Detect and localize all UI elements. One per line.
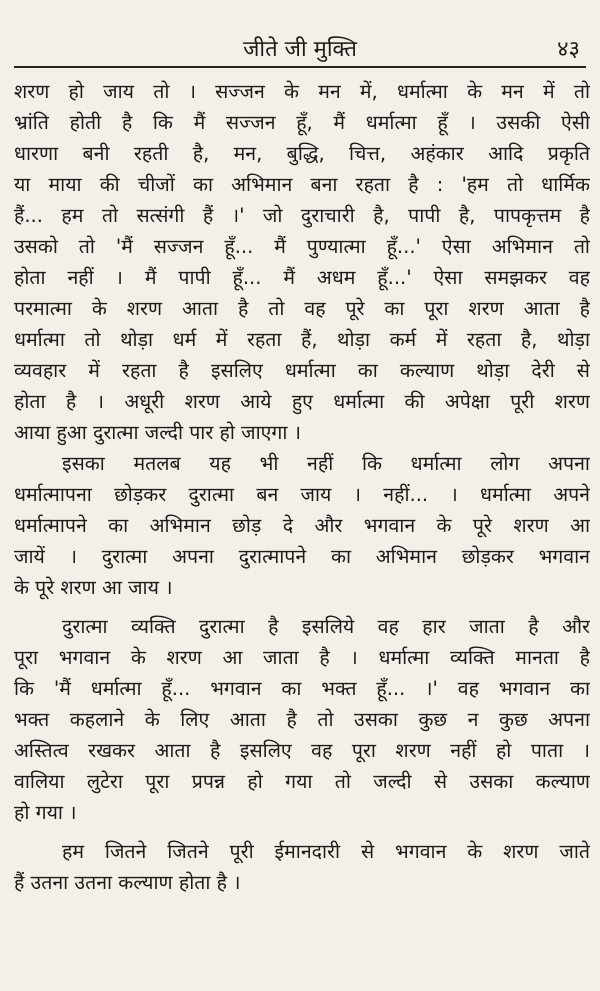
paragraph-4	[14, 836, 590, 898]
text-line: होता नहीं । मैं पापी हूँ... मैं अधम हूँ...' ऐसा समझकर वह	[14, 266, 590, 289]
page-number: ४३	[557, 37, 580, 62]
text-line: इसका मतलब यह भी नहीं कि धर्मात्मा लोग अपना	[62, 452, 590, 475]
text-line: हम जितने जितने पूरी ईमानदारी से भगवान के शरण जाते	[62, 840, 590, 863]
text-line: या माया की चीजों का अभिमान बना रहता है : 'हम तो धार्मिक	[14, 173, 590, 196]
text-line: हो गया ।	[14, 801, 77, 824]
text-line: धारणा बनी रहती है, मन, बुद्धि, चित्त, अहंकार आदि प्रकृति	[14, 142, 590, 165]
text-line: वालिया लुटेरा पूरा प्रपन्न हो गया तो जल्दी से उसका कल्याण	[14, 770, 590, 793]
text-line: भक्त कहलाने के लिए आता है तो उसका कुछ न कुछ अपना	[14, 708, 590, 731]
text-line: परमात्मा के शरण आता है तो वह पूरे का पूरा शरण आता है	[14, 297, 590, 320]
text-line: पूरा भगवान के शरण आ जाता है । धर्मात्मा व्यक्ति मानता है	[14, 646, 590, 669]
header-rule	[14, 66, 586, 68]
text-line: भ्रांति होती है कि मैं सज्जन हूँ, मैं धर्मात्मा हूँ । उसकी ऐसी	[14, 111, 590, 134]
text-line: दुरात्मा व्यक्ति दुरात्मा है इसलिये वह हार जाता है और	[62, 615, 590, 638]
paragraph-gap	[14, 603, 590, 611]
text-line: व्यवहार में रहता है इसलिए धर्मात्मा का कल्याण थोड़ा देरी से	[14, 359, 590, 382]
paragraph-3	[14, 611, 590, 828]
text-line: शरण हो जाय तो । सज्जन के मन में, धर्मात्मा के मन में तो	[14, 80, 590, 103]
body-text	[14, 76, 590, 898]
text-line: होता है । अधूरी शरण आये हुए धर्मात्मा की अपेक्षा पूरी शरण	[14, 390, 590, 413]
text-line: धर्मात्मा तो थोड़ा धर्म में रहता हैं, थोड़ा कर्म में रहता है, थोड़ा	[14, 328, 590, 351]
text-line: हैं उतना उतना कल्याण होता है ।	[14, 871, 241, 894]
text-line: अस्तित्व रखकर आता है इसलिए वह पूरा शरण नहीं हो पाता ।	[14, 739, 590, 762]
text-line: धर्मात्मापना छोड़कर दुरात्मा बन जाय । नहीं... । धर्मात्मा अपने	[14, 483, 590, 506]
paragraph-gap	[14, 828, 590, 836]
text-line: धर्मात्मापने का अभिमान छोड़ दे और भगवान के पूरे शरण आ	[14, 514, 590, 537]
text-line: जायें । दुरात्मा अपना दुरात्मापने का अभिमान छोड़कर भगवान	[14, 545, 590, 568]
text-line: हैं... हम तो सत्संगी हैं ।' जो दुराचारी है, पापी है, पापकृत्तम है	[14, 204, 590, 227]
text-line: आया हुआ दुरात्मा जल्दी पार हो जाएगा ।	[14, 421, 302, 444]
running-title: जीते जी मुक्ति	[243, 37, 357, 62]
text-line: उसको तो 'मैं सज्जन हूँ... मैं पुण्यात्मा हूँ...' ऐसा अभिमान तो	[14, 235, 590, 258]
text-line: के पूरे शरण आ जाय ।	[14, 576, 173, 599]
page-header	[0, 30, 600, 70]
paragraph-2	[14, 448, 590, 603]
text-line: कि 'मैं धर्मात्मा हूँ... भगवान का भक्त हूँ... ।' वह भगवान का	[14, 677, 590, 700]
paragraph-1	[14, 76, 590, 448]
